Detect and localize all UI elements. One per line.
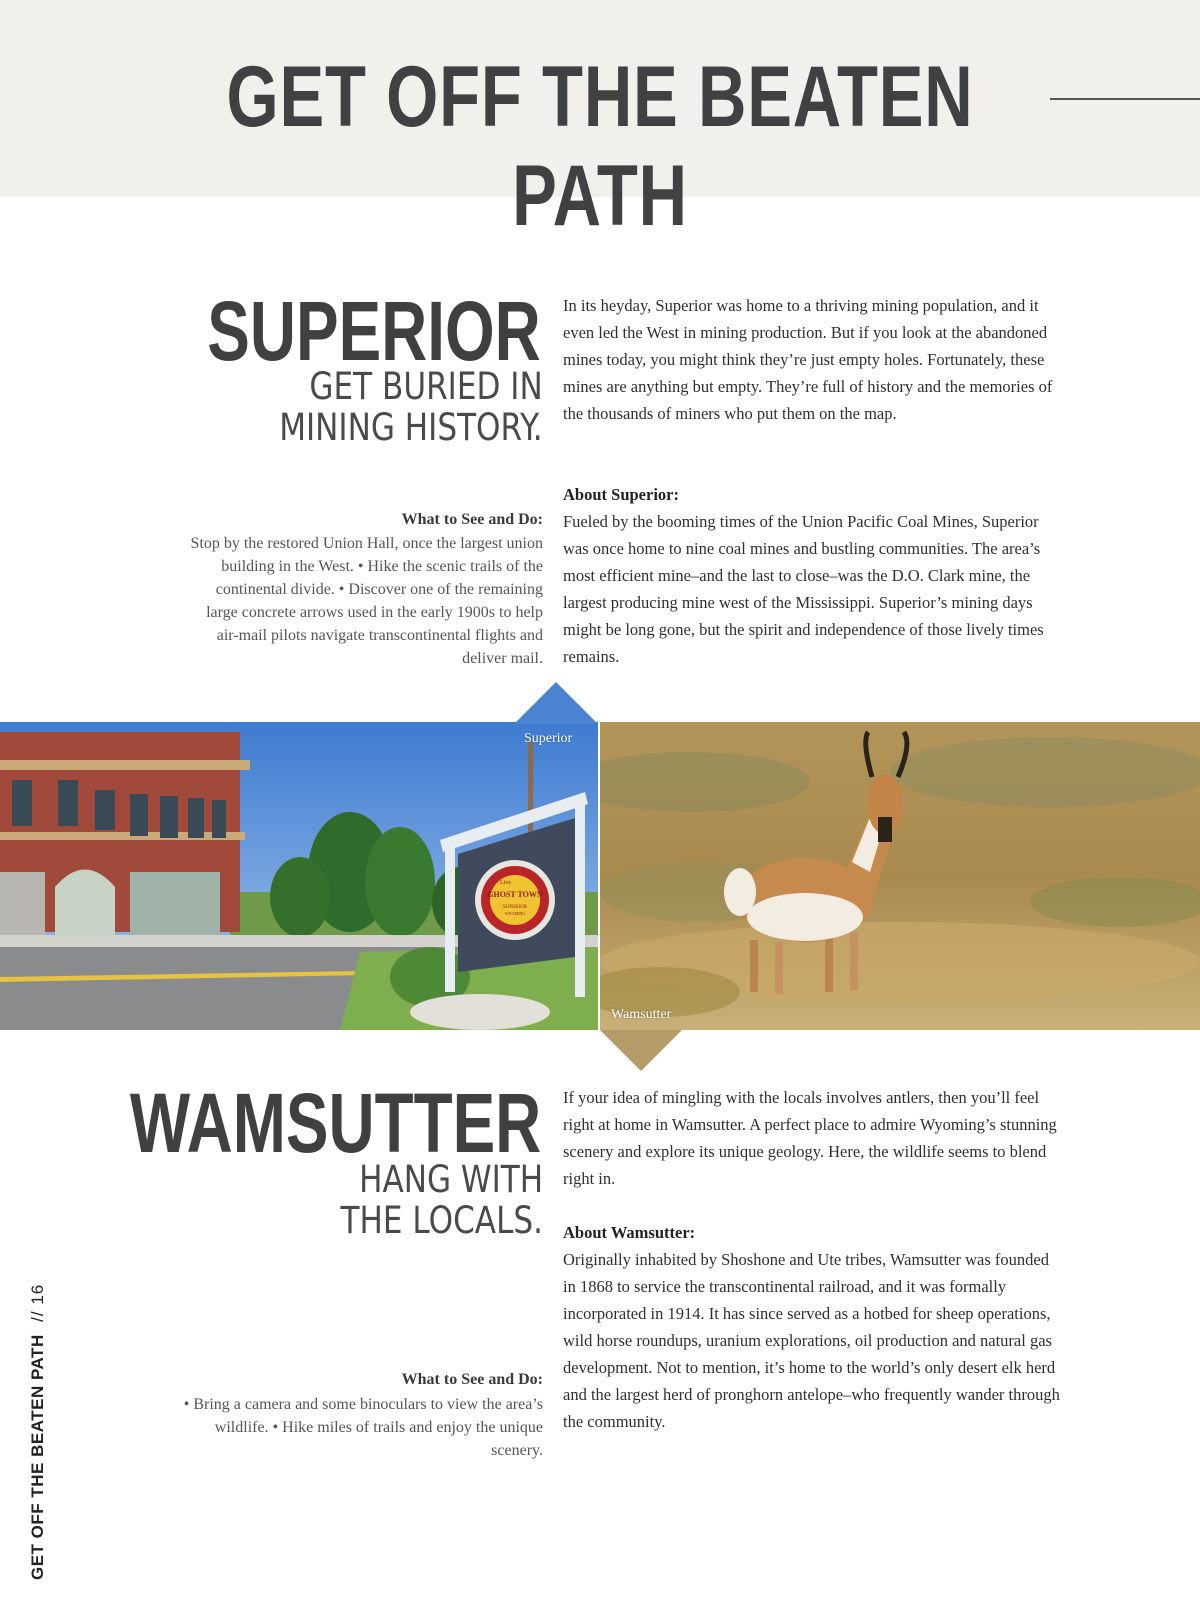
superior-see-do-heading: What to See and Do: xyxy=(401,511,543,528)
superior-tagline-line2: MINING HISTORY. xyxy=(279,406,543,449)
page-title: GET OFF THE BEATEN PATH xyxy=(226,49,974,244)
superior-photo xyxy=(0,722,598,1030)
sign-text-4: WYOMING xyxy=(504,911,526,916)
wamsutter-intro: If your idea of mingling with the locals involves antlers, then you’ll feel right at home in Wamsutter. A perfect place to admire Wyoming’s stunning scenery and explore its unique geology. Here, the wildlife seems to blend right in. xyxy=(563,1088,1057,1188)
wamsutter-see-do-text: • Bring a camera and some binoculars to view the area’s wildlife. • Hike miles of trails and enjoy the unique scenery. xyxy=(183,1396,543,1459)
wamsutter-tagline-line2: THE LOCALS. xyxy=(340,1199,543,1242)
wamsutter-about-heading: About Wamsutter: xyxy=(563,1223,696,1242)
sign-text-1: Live xyxy=(500,880,511,886)
wamsutter-about-text: Originally inhabited by Shoshone and Ute tribes, Wamsutter was founded in 1868 to service the transcontinental railroad, and it was formally incorporated in 1914. It has since served as a hotbed for sheep operations, wild horse roundups, uranium explorations, oil production and natural gas development. Not to mention, it’s home to the world’s only desert elk herd and the largest herd of pronghorn antelope–who frequently wander through the community. xyxy=(563,1250,1060,1431)
wamsutter-photo xyxy=(600,722,1200,1030)
superior-tagline-line1: GET BURIED IN xyxy=(309,365,543,408)
sign-text-3: SUPERIOR xyxy=(502,905,528,910)
superior-photo-caption: Superior xyxy=(524,731,573,746)
page-number: // 16 xyxy=(28,1283,47,1322)
superior-see-do-text: Stop by the restored Union Hall, once the largest union building in the West. • Hike the scenic trails of the continental divide. • Discover one of the remaining large concrete arrows used in the early 1900s to help air-mail pilots navigate transcontinental flights and deliver mail. xyxy=(190,535,543,667)
superior-about-text: Fueled by the booming times of the Union Pacific Coal Mines, Superior was once home to nine coal mines and bustling communities. The area’s most efficient mine–and the last to close–was the D.O. Clark mine, the largest producing mine west of the Mississippi. Superior’s mining days might be long gone, but the spirit and independence of those lively times remains. xyxy=(563,512,1044,666)
superior-pointer xyxy=(514,682,598,724)
wamsutter-heading: WAMSUTTER xyxy=(129,1076,541,1170)
wamsutter-see-do-heading: What to See and Do: xyxy=(401,1371,543,1388)
page-footer xyxy=(28,1284,48,1580)
superior-about xyxy=(563,481,1063,670)
superior-intro: In its heyday, Superior was home to a thriving mining population, and it even led the West in mining production. But if you look at the abandoned mines today, you might think they’re just empty holes. Fortunately, these mines are anything but empty. They’re full of history and the memories of the thousands of miners who put them on the map. xyxy=(563,296,1053,423)
wamsutter-pointer xyxy=(600,1030,682,1071)
title-rule xyxy=(1050,98,1200,100)
wamsutter-photo-caption: Wamsutter xyxy=(611,1007,672,1022)
header-banner xyxy=(0,0,1200,244)
superior-heading: SUPERIOR xyxy=(207,284,541,378)
footer-section-title: GET OFF THE BEATEN PATH xyxy=(28,1334,47,1580)
wamsutter-about xyxy=(563,1219,1063,1435)
wamsutter-tagline-line1: HANG WITH xyxy=(358,1158,543,1201)
superior-about-heading: About Superior: xyxy=(563,485,679,504)
sign-text-2: GHOST TOWN xyxy=(487,890,543,899)
